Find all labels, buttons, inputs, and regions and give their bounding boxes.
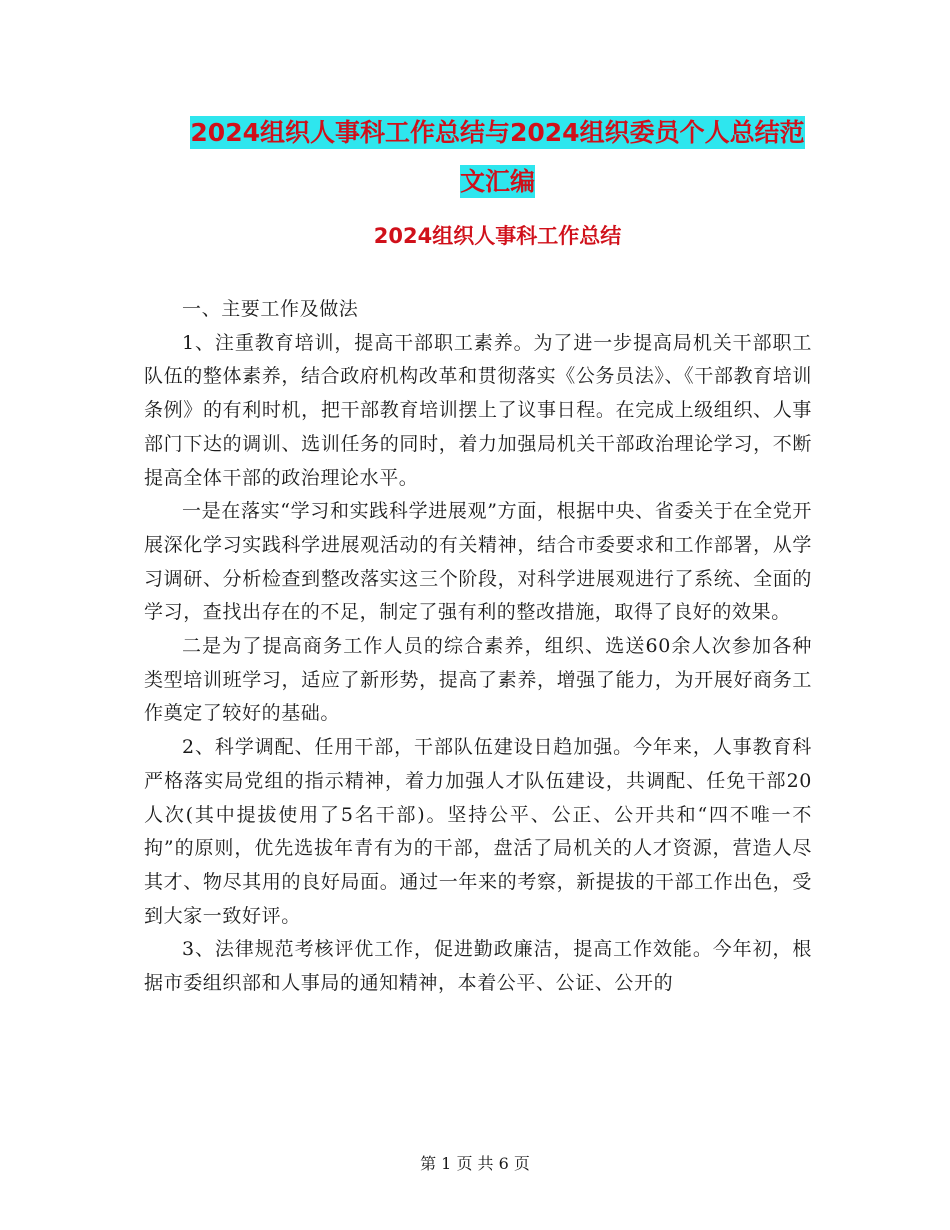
document-title bbox=[140, 108, 855, 206]
paragraph-training-classes: 二是为了提高商务工作人员的综合素养，组织、选送60余人次参加各种类型培训班学习，适应了新形势，提高了素养，增强了能力，为开展好商务工作奠定了较好的基础。 bbox=[144, 635, 812, 725]
document-title-line-1: 2024组织人事科工作总结与2024组织委员个人总结范 bbox=[190, 118, 805, 147]
document-body bbox=[144, 293, 812, 1001]
page-footer: 第 1 页 共 6 页 bbox=[420, 1154, 530, 1173]
paragraph-education-training: 1、注重教育培训，提高干部职工素养。为了进一步提高局机关干部职工队伍的整体素养，结合政府机构改革和贯彻落实《公务员法》、《干部教育培训条例》的有利时机，把干部教育培训摆上了议事日程。在完成上级组织、人事部门下达的调训、选训任务的同时，着力加强局机关干部政治理论学习，不断提高全体干部的政治理论水平。 bbox=[144, 331, 812, 489]
paragraph-heading-main-work: 一、主要工作及做法 bbox=[182, 298, 359, 320]
paragraph-assessment: 3、法律规范考核评优工作，促进勤政廉洁，提高工作效能。今年初，根据市委组织部和人事局的通知精神，本着公平、公证、公开的 bbox=[144, 938, 812, 995]
paragraph-cadre-appointment: 2、科学调配、任用干部，干部队伍建设日趋加强。今年来，人事教育科严格落实局党组的指示精神，着力加强人才队伍建设，共调配、任免干部20人次(其中提拔使用了5名干部)。坚持公平、公正、公开共和“四不唯一不拘”的原则，优先选拔年青有为的干部，盘活了局机关的人才资源，营造人尽其才、物尽其用的良好局面。通过一年来的考察，新提拔的干部工作出色，受到大家一致好评。 bbox=[144, 736, 812, 927]
document-title-line-2: 文汇编 bbox=[459, 167, 535, 196]
paragraph-scientific-development: 一是在落实“学习和实践科学进展观”方面，根据中央、省委关于在全党开展深化学习实践科学进展观活动的有关精神，结合市委要求和工作部署，从学习调研、分析检查到整改落实这三个阶段，对科学进展观进行了系统、全面的学习，查找出存在的不足，制定了强有利的整改措施，取得了良好的效果。 bbox=[144, 500, 812, 624]
section-title: 2024组织人事科工作总结 bbox=[373, 224, 622, 248]
